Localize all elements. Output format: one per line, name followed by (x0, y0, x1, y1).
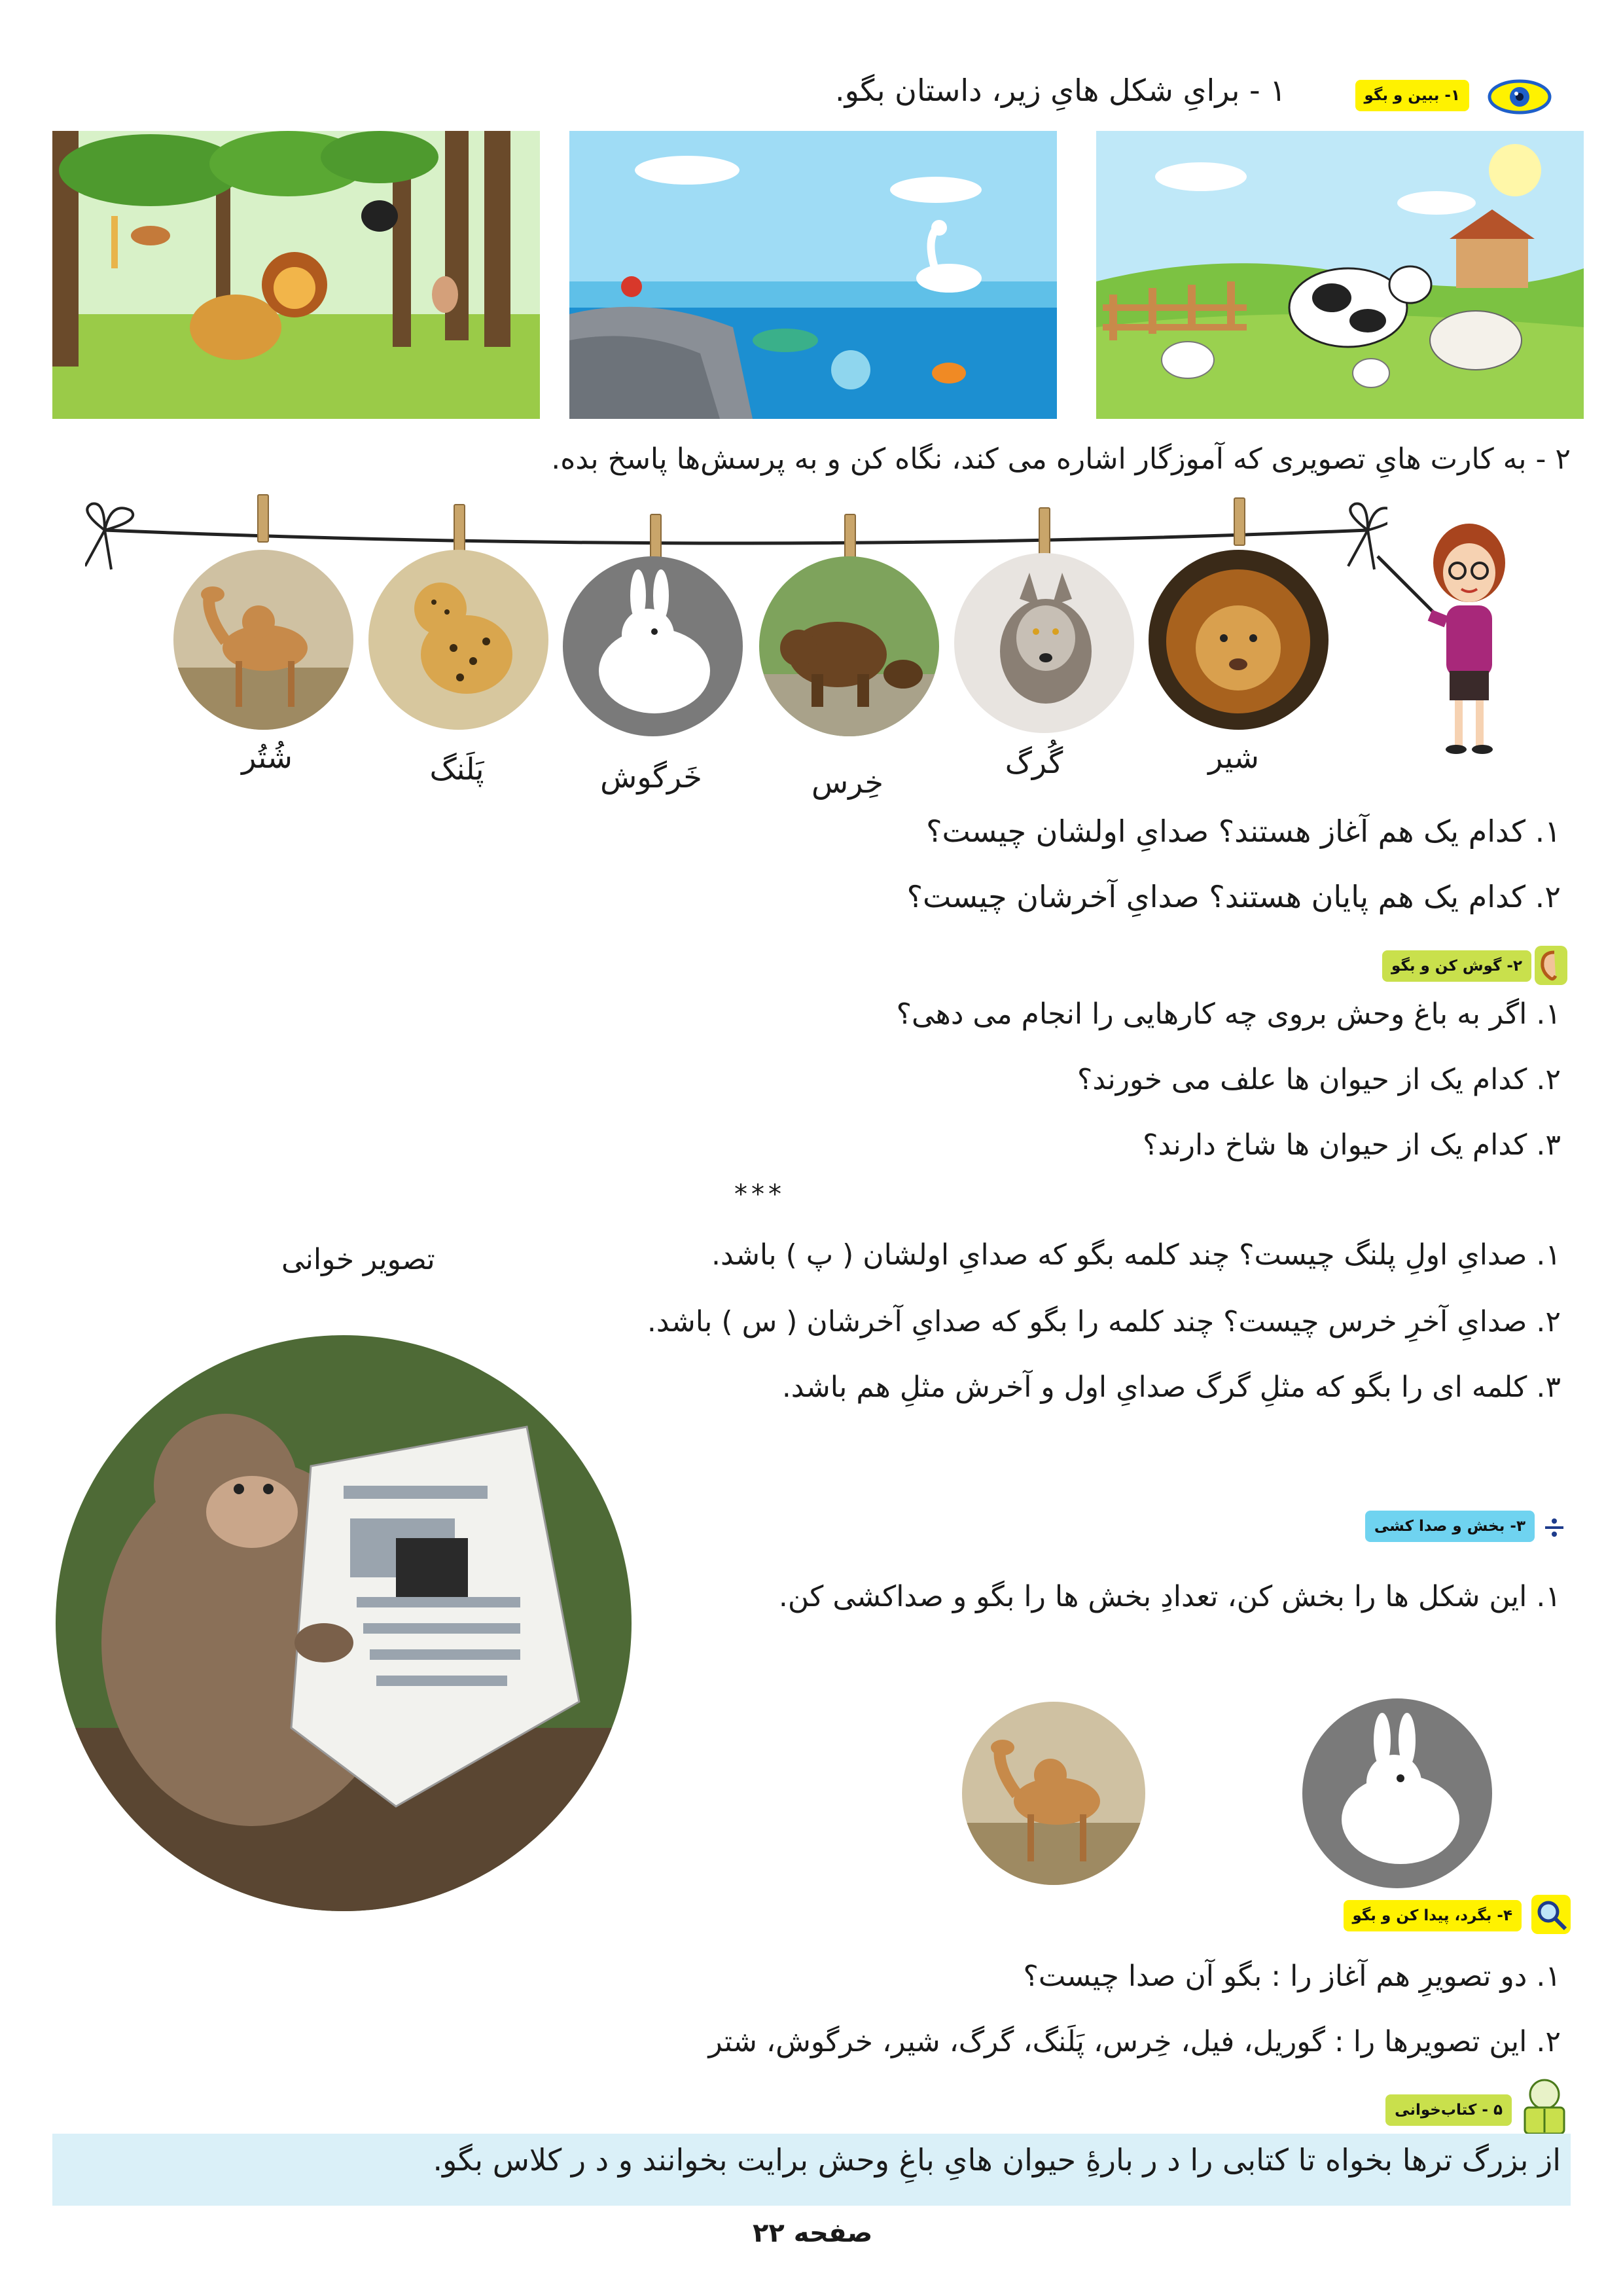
teacher-figure (1371, 517, 1541, 766)
section1-title: ۱ - برایِ شکل هایِ زیر، داستان بگو. (834, 73, 1286, 108)
sound-question: ۳. کلمه ای را بگو که مثلِ گرگ صدایِ اول و آخرش مثلِ هم باشد. (781, 1371, 1561, 1404)
cards-question: ۱. کدام یک هم آغاز هستند؟ صدایِ اولشان چیست؟ (926, 814, 1561, 849)
clothespin (257, 494, 269, 543)
lion-card-image (1149, 550, 1329, 730)
section4-question: ۲. این تصویرها را : گوریل، فیل، خِرس، پَلَنگ، گرگ، شیر، خرگوش، شتر (708, 2025, 1561, 2058)
clothespin (1234, 497, 1245, 546)
animal-label-bear: خِرس (812, 764, 883, 800)
camel-image (962, 1702, 1145, 1885)
animal-label-lion: شیر (1208, 740, 1259, 775)
wolf-card-image (954, 553, 1134, 733)
section-divider: *** (734, 1179, 785, 1210)
section4-question: ۱. دو تصویرِ هم آغاز را : بگو آن صدا چیست؟ (1023, 1960, 1561, 1993)
clothespin (844, 514, 856, 562)
sea-scene-image (569, 131, 1057, 419)
section4-tag: ۴- بگرد، پیدا کن و بگو (1344, 1900, 1522, 1931)
cards-question: ۲. کدام یک هم پایان هستند؟ صدایِ آخرشان چیست؟ (906, 879, 1561, 914)
rabbit-image (1302, 1698, 1492, 1888)
section5-text: از بزرگ ترها بخواه تا کتابی را د ر بارهٔ‌ِ حیوان هایِ باغِ وحش برایت بخوانند و د ر کلاس بگو. (433, 2142, 1561, 2178)
picture-reading-label: تصویر خوانی (281, 1243, 435, 1276)
clothespin (1039, 507, 1050, 556)
reading-child-icon (1515, 2075, 1574, 2137)
animal-label-camel: شُتُر (241, 740, 293, 775)
clothespin (454, 504, 465, 552)
rabbit-card-image (563, 556, 743, 736)
section2-question: ۲. کدام یک از حیوان ها علف می خورند؟ (1077, 1063, 1561, 1096)
monkey-newspaper-image (56, 1335, 632, 1911)
section2-question: ۱. اگر به باغ وحش بروی چه کارهایی را انجام می دهی؟ (896, 997, 1561, 1031)
animal-label-rabbit: خَرگوش (600, 759, 702, 795)
section3-tag: ۳- بخش و صدا کشی (1365, 1511, 1535, 1542)
section2-tag: ۲- گوش کن و بگو (1382, 950, 1531, 982)
section1-tag: ۱- ببین و بگو (1355, 80, 1469, 111)
split-icon (1541, 1513, 1567, 1542)
section1-question2: ۲ - به کارت هایِ تصویری که آموزگار اشاره می کند، نگاه کن و به پرسش‌ها پاسخ بده. (551, 442, 1571, 476)
sound-question: ۱. صدایِ اولِ پلنگ چیست؟ چند کلمه بگو که صدایِ اولشان ( پ ) باشد. (711, 1238, 1561, 1272)
clothespin (650, 514, 662, 562)
animal-label-leopard: پَلَنگ (429, 751, 484, 787)
leopard-card-image (368, 550, 548, 730)
farm-scene-image (1096, 131, 1584, 419)
sound-question: ۲. صدایِ آخرِ خرس چیست؟ چند کلمه را بگو که صدایِ آخرشان ( س ) باشد. (647, 1305, 1561, 1338)
camel-card-image (173, 550, 353, 730)
bear-card-image (759, 556, 939, 736)
forest-scene-image (52, 131, 540, 419)
ear-icon (1535, 946, 1567, 985)
animal-label-wolf: گُرگ (1005, 745, 1063, 780)
section5-tag: ۵ - کتاب‌خوانی (1385, 2094, 1512, 2126)
magnifier-icon (1531, 1895, 1571, 1934)
section2-question: ۳. کدام یک از حیوان ها شاخ دارند؟ (1143, 1128, 1561, 1162)
section3-question: ۱. این شکل ها را بخش کن، تعدادِ بخش ها را بگو و صداکشی کن. (778, 1580, 1561, 1613)
page-number: صفحه ۲۲ (753, 2218, 873, 2248)
eye-icon (1487, 77, 1552, 117)
